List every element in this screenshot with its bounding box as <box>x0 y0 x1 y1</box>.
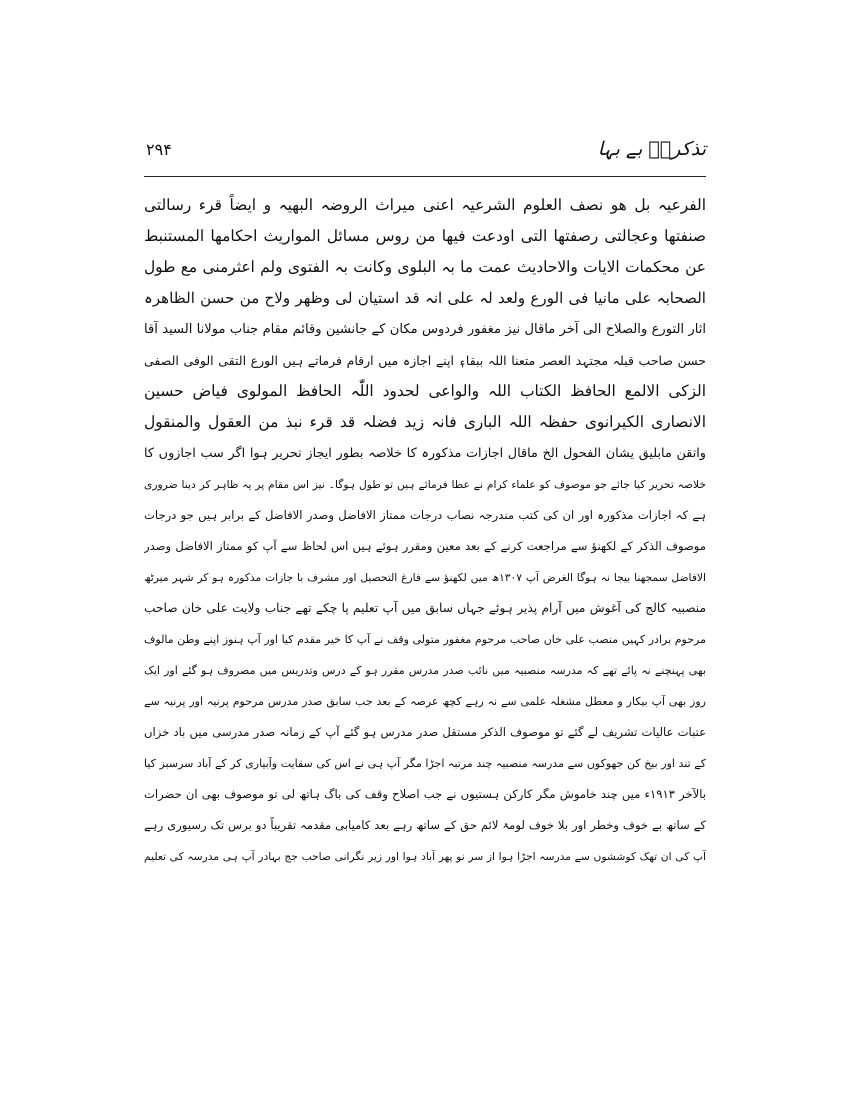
text-line: الصحابہ علی مانیا فی الورع ولعد لہ علی انہ قد استیان لی وظھر ولاح من حسن الظاھرہ <box>144 289 706 307</box>
text-line: اثار التورع والصلاح الی آخر ماقال نیز مغفور فردوس مکان کے جانشین وقائم مقام جناب مولانا السید آقا <box>144 322 706 337</box>
text-line: صنفتھا وعجالتی رصفتھا التی اودعت فیھا من روس مسائل المواریث احکامھا المستنبط <box>144 227 706 245</box>
text-line: واتقن مابلیق یشان الفحول الخ ماقال اجازات مذکورہ کا خلاصہ بطور ایجاز تحریر ہوا اگر سب اجازوں کا <box>144 446 706 461</box>
text-line: آپ کی ان تھک کوششوں سے مدرسہ اجڑا ہوا از سر نو پھر آباد ہوا اور زیر نگرانی صاحب جج بہادر آپ ہی مدرسہ کی تعلیم <box>144 850 706 863</box>
page-number: ۲۹۴ <box>146 140 172 159</box>
running-header <box>144 134 706 174</box>
text-line: الانصاری الکیرانوی حفظہ اللہ الباری فانہ زید فضلہ قد قرء نبذ من العقول والمنقول <box>144 413 706 431</box>
text-line: حسن صاحب قبلہ مجتہد العصر متعنا اللہ ببقاءٖ اپنے اجازہ میں ارقام فرماتے ہیں الورع التقی الوفی الصفی <box>144 353 706 368</box>
text-line: عن محکمات الایات والاحادیث عمت ما بہ البلوی وکانت بہ الفتوی ولم اعثرمنی مع طول <box>144 258 706 276</box>
text-line: الفرعیہ بل ھو نصف العلوم الشرعیہ اعنی میراث الروضہ البھیہ و ایضاً قرء رسالتی <box>144 196 706 214</box>
text-line: موصوف الذکر کے لکھنؤ سے مراجعت کرنے کے بعد معین ومقرر ہوئے ہیں اس لحاظ سے آپ کو ممتاز الافاضل وصدر <box>144 539 706 553</box>
text-line: ہے کہ اجازات مذکورہ اور ان کی کتب مندرجہ نصاب درجات ممتاز الافاضل وصدر الافاضل کے برابر ہیں جو درجات <box>144 508 706 522</box>
text-line: الافاضل سمجھنا بیجا نہ ہوگا الغرض آپ ۱۳۰۷ھ میں لکھنؤ سے فارغ التحصیل اور مشرف با جازات مذکورہ ہو کر شہر میرٹھ <box>144 571 706 584</box>
text-line: بھی پہنچنے نہ پائے تھے کہ مدرسہ منصبیہ میں نائب صدر مدرس مقرر ہو کے درس وتدریس میں مصروف ہو گئے اور ایک <box>144 664 706 677</box>
text-line: خلاصہ تحریر کیا جائے جو موصوف کو علماء کرام نے عطا فرمائے ہیں تو طول ہوگا۔ نیز اس مقام پر یہ ظاہر کر دینا ضروری <box>144 478 706 491</box>
header-book-title: تذکرہٗ بے بہا <box>597 138 706 160</box>
text-line: روز بھی آپ بیکار و معطل مشغلہ علمی سے نہ رہے کچھ عرصہ کے بعد جب سابق صدر مدرس مرحوم پرنیہ اور پرنیہ سے <box>144 695 706 708</box>
text-line: کے ساتھ بے خوف وخطر اور بلا خوف لومۃ لائم حق کے ساتھ رہے بعد کامیابی مقدمہ تقریباً دو برس تک رسیوری رہے <box>144 818 706 832</box>
text-line: عتبات عالیات تشریف لے گئے تو موصوف الذکر مستقل صدر مدرس ہو گئے آپ کے زمانہ صدر مدرسی میں باد خزاں <box>144 725 706 739</box>
text-line: بالآخر ۱۹۱۳ء میں چند خاموش مگر کارکن ہستیوں نے جب اصلاح وقف کی باگ ہاتھ لی تو موصوف بھی ان حضرات <box>144 787 706 801</box>
text-line: مرحوم برادر کہیں منصب علی خاں صاحب مرحوم مغفور متولی وقف نے آپ کا خیر مقدم کیا اور آپ ہنوز اپنے وطن مالوف <box>144 633 706 646</box>
text-line: منصبیہ کالج کی آغوش میں آرام پذیر ہوئے جہاں سابق میں آپ تعلیم پا چکے تھے جناب ولایت علی خان صاحب <box>144 601 706 615</box>
header-divider <box>144 176 706 177</box>
body-text <box>144 190 706 872</box>
text-line: الزکی الالمع الحافظ الکتاب اللہ والواعی لحدود اللّٰہ الحافظ المولوی فیاض حسین <box>144 382 706 400</box>
text-line: کے تند اور بیخ کن جھوکوں سے مدرسہ منصبیہ چند مرتبہ اجڑا مگر آپ ہی نے اس کی سقایت وآبیاری کر کے آباد سرسبز کیا <box>144 757 706 770</box>
